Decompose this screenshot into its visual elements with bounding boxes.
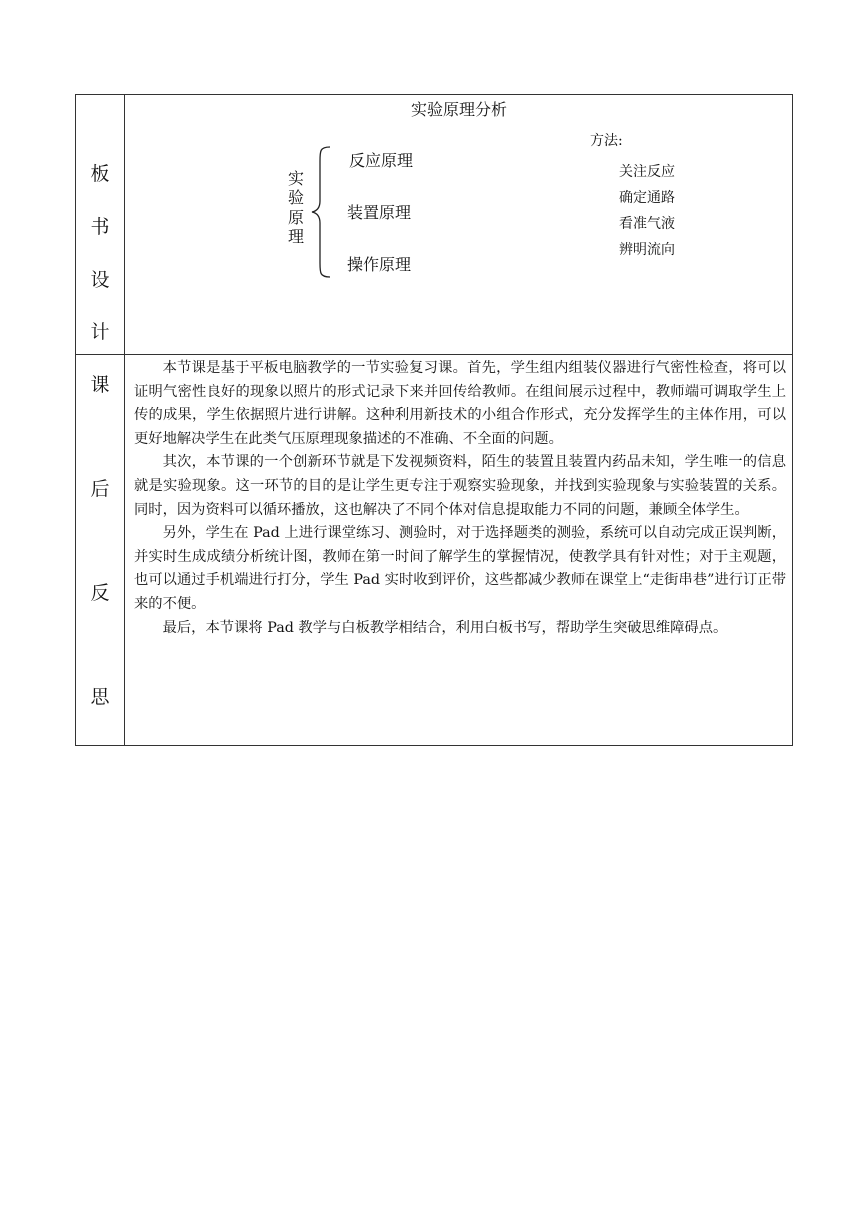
method-item: 确定通路 xyxy=(619,190,675,206)
reflection-paragraph: 本节课是基于平板电脑教学的一节实验复习课。首先，学生组内组装仪器进行气密性检查，将可以证明气密性良好的现象以照片的形式记录下来并回传给教师。在组间展示过程中，教师端可调取学生上传的成果，学生依据照片进行讲解。这种利用新技术的小组合作形式，充分发挥学生的主体作用，可以更好地解决学生在此类气压原理现象描述的不准确、不全面的问题。 xyxy=(134,360,786,447)
principle-apparatus: 装置原理 xyxy=(347,203,412,222)
vertical-label-char: 验 xyxy=(287,188,304,207)
column-divider xyxy=(124,95,125,745)
board-title: 实验原理分析 xyxy=(410,100,507,119)
method-item: 辨明流向 xyxy=(619,242,675,258)
board-design-label-char: 设 xyxy=(90,269,110,291)
reflection-paragraph: 其次，本节课的一个创新环节就是下发视频资料，陌生的装置且装置内药品未知，学生唯一的信息就是实验现象。这一环节的目的是让学生更专注于观察实验现象，并找到实验现象与实验装置的关系。同时，因为资料可以循环播放，这也解决了不同个体对信息提取能力不同的问题，兼顾全体学生。 xyxy=(134,454,786,518)
method-item: 看准气液 xyxy=(619,216,675,232)
principle-reaction: 反应原理 xyxy=(349,151,414,170)
board-design-label-char: 计 xyxy=(90,321,110,343)
method-title: 方法: xyxy=(590,133,623,149)
reflection-label-char: 后 xyxy=(90,478,110,500)
reflection-paragraph: 最后，本节课将 Pad 教学与白板教学相结合，利用白板书写，帮助学生突破思维障碍点。 xyxy=(162,619,728,636)
row-divider xyxy=(76,354,792,355)
reflection-text xyxy=(134,357,786,640)
vertical-label-char: 实 xyxy=(287,169,304,188)
reflection-paragraph: 另外，学生在 Pad 上进行课堂练习、测验时，对于选择题类的测验，系统可以自动完成正误判断，并实时生成成绩分析统计图，教师在第一时间了解学生的掌握情况，使教学具有针对性；对于主观题，也可以通过手机端进行打分，学生 Pad 实时收到评价，这些都减少教师在课堂上“走街串巷”进行订正带来的不便。 xyxy=(134,525,786,612)
board-design-label-char: 板 xyxy=(90,163,110,185)
board-design-label-char: 书 xyxy=(90,216,110,238)
principle-operation: 操作原理 xyxy=(347,255,412,274)
reflection-label-char: 思 xyxy=(90,686,110,708)
curly-brace-icon xyxy=(311,145,333,279)
reflection-label-char: 反 xyxy=(90,582,110,604)
reflection-label-char: 课 xyxy=(90,374,110,396)
vertical-label-char: 原 xyxy=(287,208,304,227)
method-item: 关注反应 xyxy=(619,164,675,180)
vertical-label-char: 理 xyxy=(287,227,304,246)
lesson-table xyxy=(75,94,793,746)
